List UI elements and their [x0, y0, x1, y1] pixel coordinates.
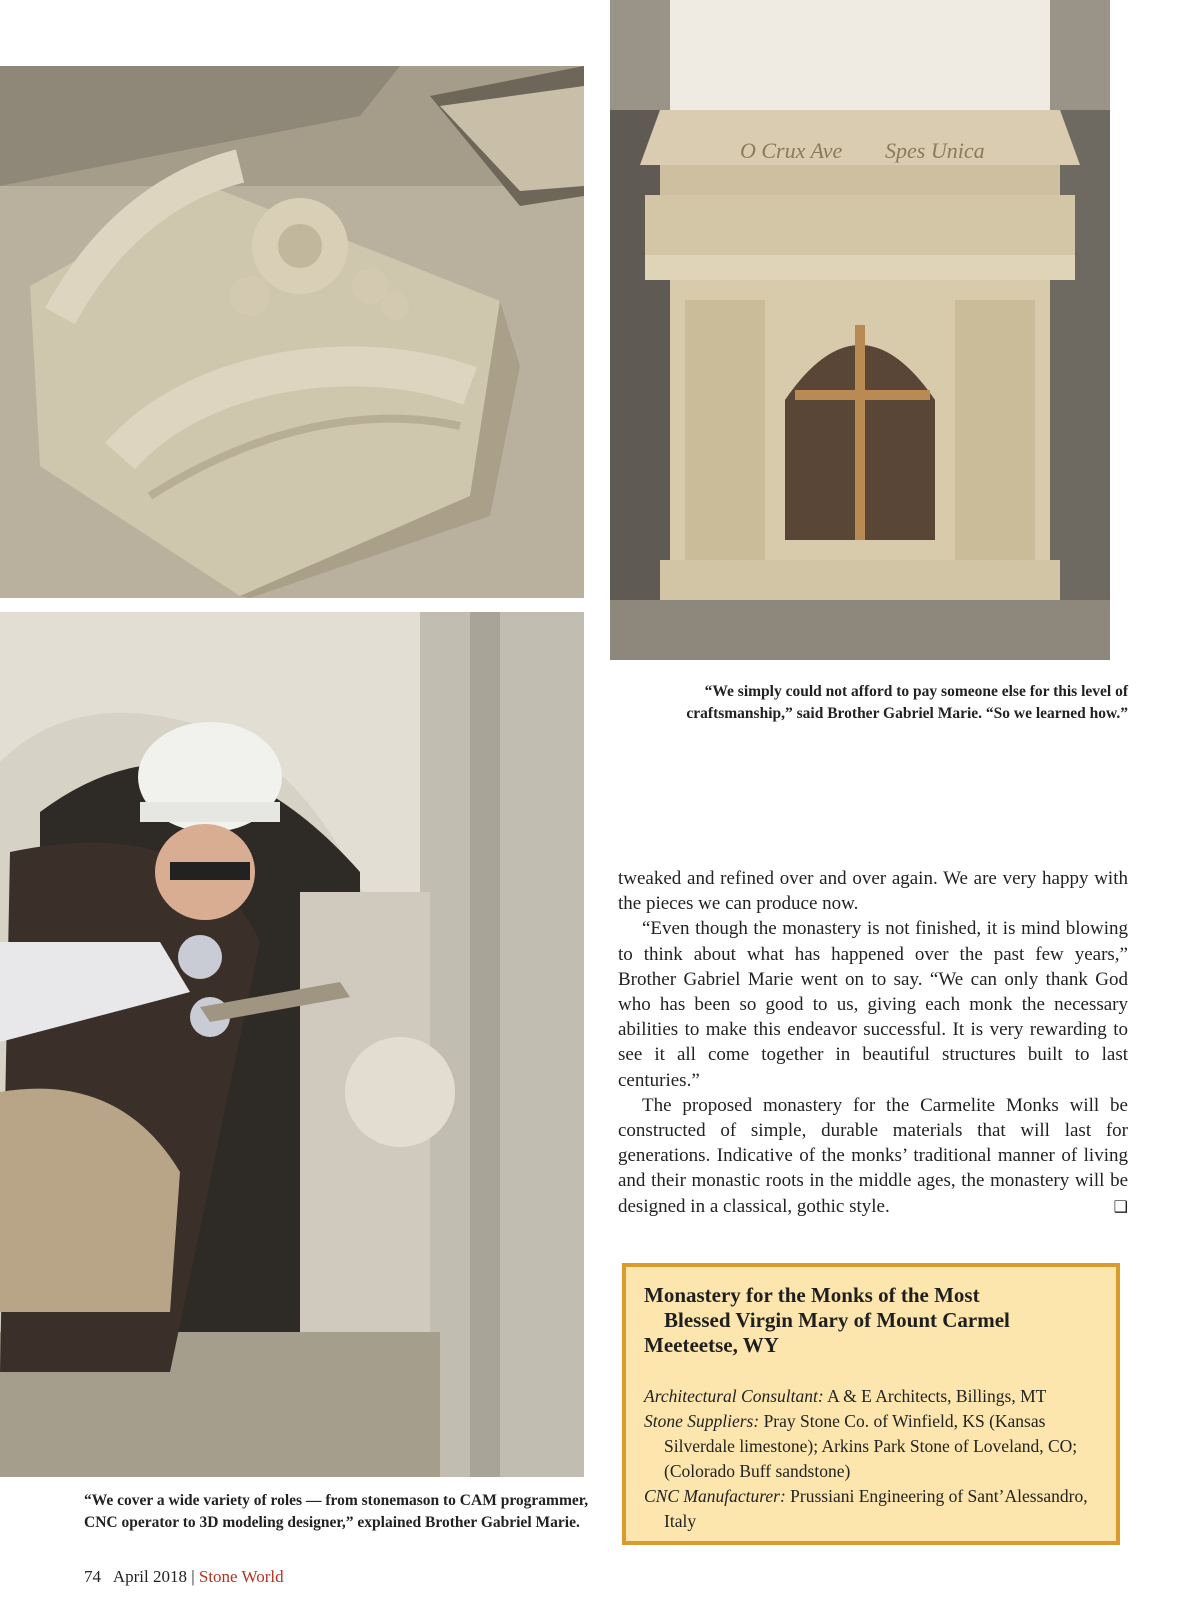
- mantel-inscription-right: Spes Unica: [885, 138, 985, 163]
- credit-value: Prussiani Engineering of Sant’Alessandro, Italy: [664, 1486, 1088, 1531]
- article-paragraph: [618, 1093, 1128, 1219]
- article-paragraph: tweaked and refined over and over again. We are very happy with the pieces we can produce now.: [618, 868, 1128, 915]
- credit-value: A & E Architects, Billings, MT: [823, 1386, 1047, 1406]
- article-body: [618, 866, 1128, 1219]
- publication-name: Stone World: [198, 1567, 284, 1586]
- credit-value: Pray Stone Co. of Winfield, KS (Kansas Silverdale limestone); Arkins Park Stone of Loveland, CO; (Colorado Buff sandstone): [664, 1411, 1078, 1481]
- article-paragraph-text: The proposed monastery for the Carmelite Monks will be constructed of simple, durable materials that will last for generations. Indicative of the monks’ traditional manner of living and their monastic roots in the middle ages, the monastery will be designed in a classical, gothic style.: [618, 1094, 1128, 1217]
- project-title-line: Blessed Virgin Mary of Mount Carmel: [664, 1308, 1010, 1332]
- end-of-article-mark: ❑: [1113, 1196, 1128, 1216]
- project-location: Meeteetse, WY: [644, 1333, 779, 1357]
- credit-role: Architectural Consultant:: [644, 1386, 824, 1406]
- photo-caption-right: “We simply could not afford to pay someone else for this level of craftsmanship,” said Brother Gabriel Marie. “So we learned how.”: [686, 683, 1128, 722]
- carved-stone-block-photo: [0, 66, 584, 598]
- stonemason-photo: [0, 612, 584, 1477]
- page-footer: [84, 1567, 284, 1587]
- project-title-line: Monastery for the Monks of the Most: [644, 1283, 980, 1307]
- project-title: [644, 1283, 1098, 1358]
- photo-caption-left: “We cover a wide variety of roles — from stonemason to CAM programmer, CNC operator to 3D modeling designer,” explained Brother Gabriel Marie.: [84, 1492, 589, 1531]
- credit-role: Stone Suppliers:: [644, 1411, 760, 1431]
- credit-role: CNC Manufacturer:: [644, 1486, 786, 1506]
- credit-cnc-manufacturer: [644, 1484, 1098, 1534]
- fireplace-mantel-photo: [610, 0, 1110, 660]
- footer-separator: |: [191, 1567, 195, 1586]
- article-paragraph: “Even though the monastery is not finished, it is mind blowing to think about what has happened over the past few years,” Brother Gabriel Marie went on to say. “We can only thank God who has been so good to us, giving each monk the necessary abilities to make this endeavor successful. It is very rewarding to see it all come together in beautiful structures built to last centuries.”: [618, 918, 1128, 1091]
- issue-date: April 2018: [112, 1567, 187, 1586]
- mantel-inscription-left: O Crux Ave: [740, 138, 843, 163]
- page-number: 74: [84, 1567, 101, 1586]
- project-info-box: [622, 1263, 1120, 1545]
- credit-stone-suppliers: [644, 1409, 1098, 1484]
- credit-architectural-consultant: [644, 1384, 1098, 1409]
